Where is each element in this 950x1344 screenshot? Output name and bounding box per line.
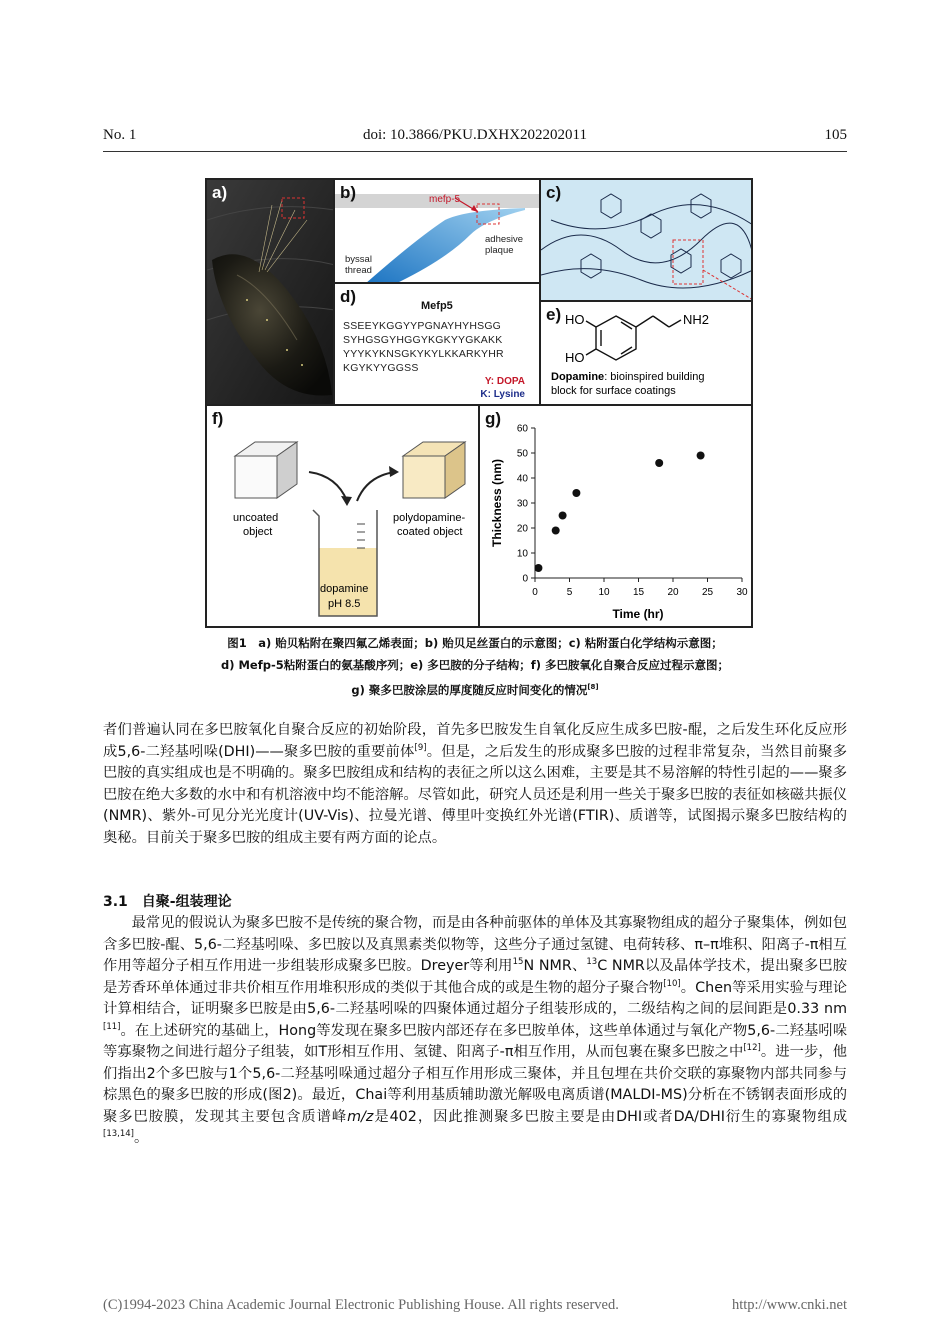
x-tick-label: 20 — [667, 587, 679, 598]
legend-dopa: Y: DOPA — [484, 376, 525, 387]
caption-line-3: g) 聚多巴胺涂层的厚度随反应时间变化的情况 — [351, 682, 588, 697]
y-tick-label: 40 — [516, 473, 528, 485]
p2-text-b: N NMR、 — [523, 958, 587, 974]
p2-text-g: 是402，因此推测聚多巴胺主要是由DHI或者DA/DHI衍生的寡聚物组成 — [373, 1108, 847, 1125]
dopamine-structure — [541, 302, 752, 405]
issue-number: No. 1 — [103, 127, 137, 143]
adhesive-label: adhesive — [485, 234, 524, 245]
panel-f-coating-process — [206, 405, 479, 627]
p2-text-h: 。 — [133, 1130, 149, 1146]
data-point — [697, 452, 705, 460]
x-tick-label: 30 — [736, 587, 748, 598]
p1-text-b: 。但是，之后发生的形成聚多巴胺的过程非常复杂，当然目前聚多巴胺的真实组成也是不明确的。聚多巴胺组成和结构的表征之所以这么困难，主要是其不易溶解的特性引起的——聚多巴胺在绝大多数的水中和有机溶液中均不能溶解。尽管如此，研究人员还是利用一些关于聚多巴胺的表征如核磁共振仪(NMR)、紫外-可见分光光度计(UV-Vis)、拉曼光谱、傅里叶变换红外光谱(FTIR)、质谱等，试图揭示聚多巴胺结构的奥秘。目前关于聚多巴胺的组成主要有两方面的论点。 — [103, 743, 847, 846]
x-tick-label: 5 — [566, 587, 573, 598]
dopamine-bold: Dopamine — [551, 371, 605, 383]
data-point — [534, 564, 542, 572]
figure-1 — [205, 178, 753, 628]
data-point — [572, 489, 580, 497]
caption-line-1: 图1 a) 贻贝粘附在聚四氟乙烯表面；b) 贻贝足丝蛋白的示意图；c) 粘附蛋白化学结构示意图； — [227, 636, 723, 650]
data-point — [559, 512, 567, 520]
y-tick-label: 50 — [516, 448, 528, 460]
p2-ref-12: [12] — [743, 1043, 761, 1054]
beaker-label-1: dopamine — [320, 583, 369, 595]
y-tick-label: 60 — [516, 423, 528, 435]
nh2-group: NH2 — [683, 312, 710, 327]
thickness-chart — [480, 406, 752, 627]
x-tick-label: 15 — [632, 587, 645, 598]
p2-ref-13: [13,14] — [103, 1129, 134, 1140]
ho-bottom: HO — [565, 350, 585, 365]
sequence-line-3: YYYKYKNSGKYKYLKKARKYHR — [343, 348, 504, 360]
x-tick-label: 0 — [532, 587, 538, 598]
panel-b-byssus — [334, 179, 540, 283]
p1-ref: [9] — [414, 742, 427, 753]
paragraph-1 — [103, 720, 847, 849]
p2-sup-13: 13 — [586, 957, 598, 968]
doi: doi: 10.3866/PKU.DXHX202202011 — [362, 127, 588, 143]
paragraph-2 — [103, 913, 847, 1150]
mefp5-label: mefp-5 — [429, 194, 461, 205]
byssal-label: byssal — [345, 254, 372, 265]
dopamine-caption-rest: : bioinspired building — [604, 371, 705, 383]
beaker-label-2: pH 8.5 — [328, 598, 361, 610]
p2-sup-15: 15 — [512, 957, 524, 968]
p2-text-c: C NMR以及晶体学技术，提出聚多巴胺是芳香环单体通过非共价相互作用堆积形成的类似于其他合成的或是生物的超分子聚合物 — [103, 958, 847, 996]
p2-text-a: 最常见的假说认为聚多巴胺不是传统的聚合物，而是由各种前驱体的单体及其寡聚物组成的超分子聚集体，例如包含多巴胺-醌、5,6-二羟基吲哚、多巴胺以及真黑素类似物等，这些分子通过氢键、电荷转移、π–π堆积、阳离子-π相互作用等超分子相互作用进一步组装形成聚多巴胺。Dreyer等利用 — [103, 915, 847, 974]
p2-ref-10: [10] — [663, 978, 681, 989]
plaque-label: plaque — [485, 245, 514, 256]
y-tick-label: 10 — [516, 548, 528, 560]
sequence-line-2: SYHGSGYHGGYKGKYYGKAKK — [343, 334, 503, 346]
x-tick-label: 25 — [701, 587, 714, 598]
panel-g-label: g) — [485, 409, 502, 428]
svg-text:Dopamine: bioinspired building — [551, 371, 704, 383]
panel-c-label: c) — [546, 183, 562, 202]
figure-caption — [103, 632, 847, 701]
p2-text-d: 。Chen等采用实验与理论计算相结合，证明聚多巴胺是由5,6-二羟基吲哚的四聚体通过超分子组装形成的，二级结构之间的层间距是0.33 nm — [103, 979, 847, 1017]
panel-e-dopamine — [540, 301, 752, 405]
panel-e-label: e) — [546, 305, 562, 324]
panel-a-label: a) — [212, 183, 228, 202]
p2-text-f: 。进一步，他们指出2个多巴胺与1个5,6-二羟基吲哚通过超分子相互作用形成三聚体，并且包埋在共价交联的寡聚物内部共同参与棕黑色的聚多巴胺的形成(图2)。最近，Chai等利用基质辅助激光解吸电离质谱(MALDI-MS)分析在不锈钢表面形成的聚多巴胺膜，发现其主要包含质谱峰 — [103, 1044, 848, 1125]
protein-structure-schematic — [541, 180, 752, 301]
data-point — [655, 459, 663, 467]
legend-lysine: K: Lysine — [480, 389, 525, 400]
x-tick-label: 10 — [598, 587, 610, 598]
coated-cube — [403, 442, 465, 498]
sequence-line-4: KGYKYYGGSS — [343, 362, 419, 374]
x-axis-label: Time (hr) — [612, 607, 664, 621]
panel-g-thickness-chart — [479, 405, 752, 627]
header-rule — [103, 151, 847, 152]
mussel-photo — [207, 180, 334, 405]
panel-f-label: f) — [212, 409, 224, 428]
ho-top: HO — [565, 312, 585, 327]
sequence-line-1: SSEEYKGGYYPGNAYHYHSGG — [343, 320, 502, 332]
p2-ref-11: [11] — [103, 1021, 121, 1032]
dopamine-caption-line2: block for surface coatings — [551, 385, 676, 397]
coating-process-diagram — [207, 406, 479, 627]
y-tick-label: 30 — [516, 498, 528, 510]
data-point — [552, 527, 560, 535]
p1-text-a: 者们普遍认同在多巴胺氧化自聚合反应的初始阶段，首先多巴胺发生自氧化反应生成多巴胺-醌，之后发生环化反应形成5,6-二羟基吲哚(DHI)——聚多巴胺的重要前体 — [103, 722, 847, 760]
y-axis-label: Thickness (nm) — [490, 458, 504, 548]
panel-d-label: d) — [340, 287, 357, 306]
thread-label: thread — [345, 265, 372, 276]
byssus-diagram — [335, 180, 540, 283]
coated-label-2: coated object — [397, 526, 463, 538]
footer-copyright: (C)1994-2023 China Academic Journal Electronic Publishing House. All rights reserved. — [103, 1297, 619, 1313]
footer-url: http://www.cnki.net — [731, 1297, 847, 1313]
p2-text-e: 。在上述研究的基础上，Hong等发现在聚多巴胺内部还存在多巴胺单体，这些单体通过与氧化产物5,6-二羟基吲哚等寡聚物之间进行超分子组装，如T形相互作用、氢键、阳离子-π相互作用，从而包裹在聚多巴胺之中 — [103, 1022, 847, 1060]
p2-mz: m/z — [347, 1108, 374, 1125]
panel-b-label: b) — [340, 183, 357, 202]
uncoated-label-2: object — [243, 526, 273, 538]
caption-line-2: d) Mefp-5粘附蛋白的氨基酸序列；e) 多巴胺的分子结构；f) 多巴胺氧化自聚合反应过程示意图； — [220, 658, 730, 672]
page-number: 105 — [824, 127, 847, 143]
copyright-footer — [103, 1297, 847, 1314]
y-tick-label: 20 — [516, 523, 528, 535]
caption-ref: [8] — [587, 683, 599, 691]
running-header — [103, 127, 847, 147]
coated-label-1: polydopamine- — [393, 512, 466, 524]
mefp5-title: Mefp5 — [421, 300, 453, 312]
uncoated-cube — [235, 442, 297, 498]
panel-d-sequence — [334, 283, 540, 405]
panel-c-protein-structure — [540, 179, 752, 301]
uncoated-label-1: uncoated — [233, 512, 279, 524]
section-heading: 3.1 自聚-组装理论 — [103, 894, 232, 910]
panel-a-mussel-photo — [206, 179, 334, 405]
y-tick-label: 0 — [522, 573, 528, 585]
